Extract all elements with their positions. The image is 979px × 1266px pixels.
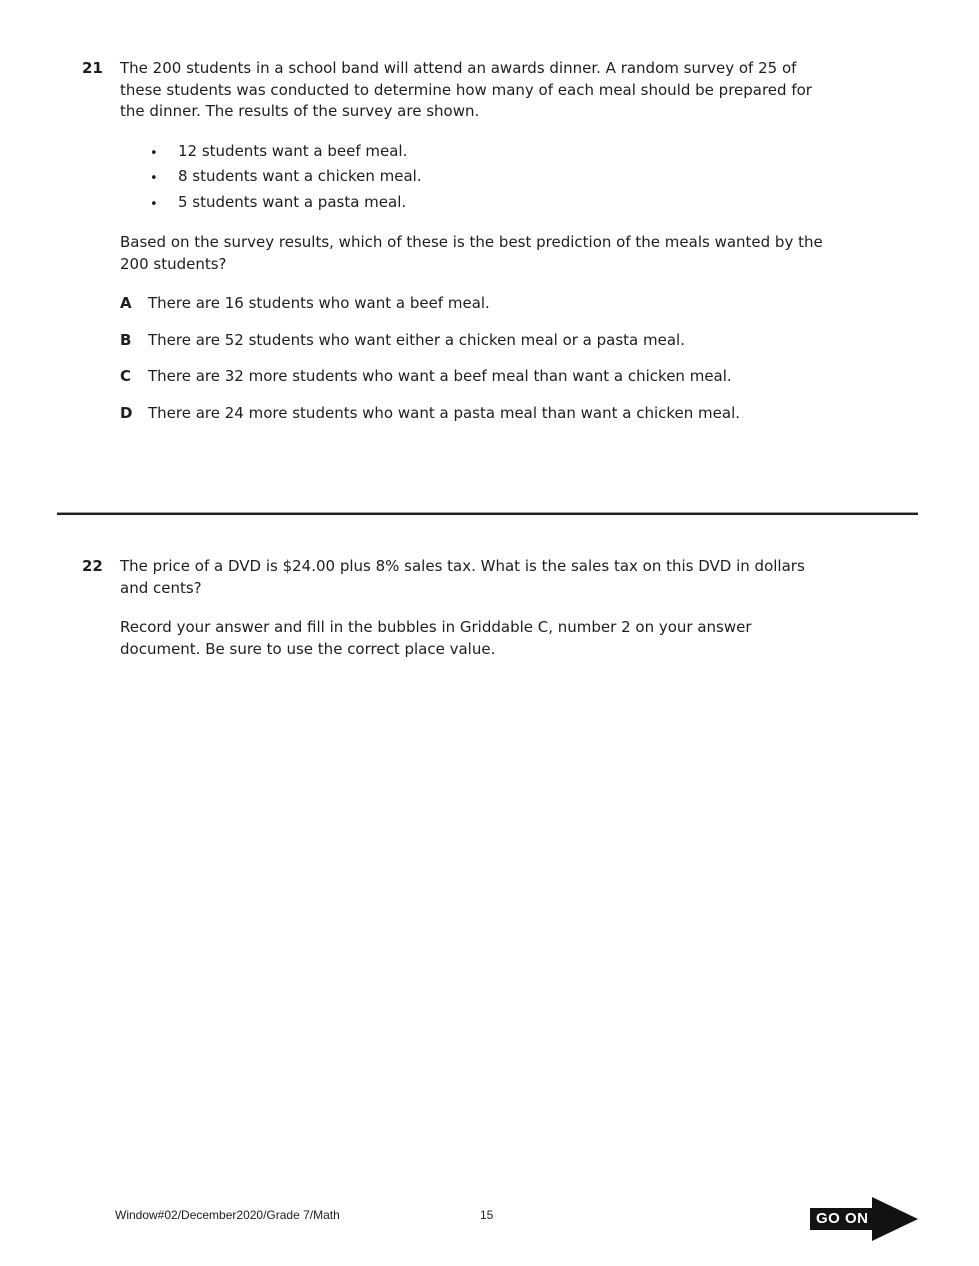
choice-text: There are 52 students who want either a chicken meal or a pasta meal. — [148, 330, 685, 349]
list-item — [150, 192, 910, 218]
question-21-body — [120, 58, 910, 439]
choice-letter: B — [120, 330, 132, 349]
question-22-stem — [120, 556, 910, 599]
bullet-icon: • — [150, 145, 158, 161]
list-item — [150, 141, 910, 167]
stem-line: the dinner. The results of the survey are shown. — [120, 102, 480, 120]
bullet-text: 8 students want a chicken meal. — [178, 167, 422, 185]
answer-choices — [120, 293, 910, 424]
bullet-icon: • — [150, 196, 158, 212]
choice-text: There are 32 more students who want a beef meal than want a chicken meal. — [148, 367, 732, 385]
prompt-line: Based on the survey results, which of these is the best prediction of the meals wanted by the — [120, 233, 823, 251]
go-on-indicator — [810, 1197, 922, 1241]
griddable-instruction — [120, 617, 910, 660]
answer-choice-c — [120, 366, 910, 388]
footer-doc-code: Window#02/December2020/Grade 7/Math — [115, 1208, 340, 1222]
list-item — [150, 166, 910, 192]
section-divider — [57, 512, 918, 515]
choice-text: There are 24 more students who want a pasta meal than want a chicken meal. — [148, 403, 741, 422]
stem-line: The 200 students in a school band will attend an awards dinner. A random survey of 25 of — [120, 59, 797, 77]
choice-text: There are 16 students who want a beef meal. — [148, 294, 490, 312]
choice-letter: C — [120, 367, 132, 385]
question-21 — [82, 58, 910, 439]
stem-line: and cents? — [120, 578, 202, 597]
question-21-stem — [120, 58, 910, 123]
bullet-icon: • — [150, 171, 158, 186]
arrow-right-icon — [872, 1197, 918, 1241]
prompt-line: 200 students? — [120, 254, 227, 273]
question-21-number: 21 — [82, 59, 103, 77]
choice-letter: D — [120, 403, 133, 422]
instruction-line: Record your answer and fill in the bubbles in Griddable C, number 2 on your answer — [120, 618, 752, 636]
go-on-label: GO ON — [810, 1208, 875, 1230]
choice-letter: A — [120, 294, 132, 312]
stem-line: these students was conducted to determine how many of each meal should be prepared for — [120, 80, 812, 99]
survey-results-list — [150, 141, 910, 218]
bullet-text: 5 students want a pasta meal. — [178, 192, 407, 211]
question-22-number: 22 — [82, 557, 103, 575]
instruction-line: document. Be sure to use the correct place value. — [120, 639, 496, 658]
stem-line: The price of a DVD is $24.00 plus 8% sales tax. What is the sales tax on this DVD in dollars — [120, 557, 805, 575]
page-number: 15 — [480, 1208, 494, 1222]
question-22-body — [120, 556, 910, 660]
answer-choice-b — [120, 330, 910, 352]
bullet-text: 12 students want a beef meal. — [178, 141, 408, 160]
answer-choice-a — [120, 293, 910, 315]
answer-choice-d — [120, 403, 910, 425]
question-22 — [82, 556, 910, 660]
question-21-prompt — [120, 232, 910, 275]
